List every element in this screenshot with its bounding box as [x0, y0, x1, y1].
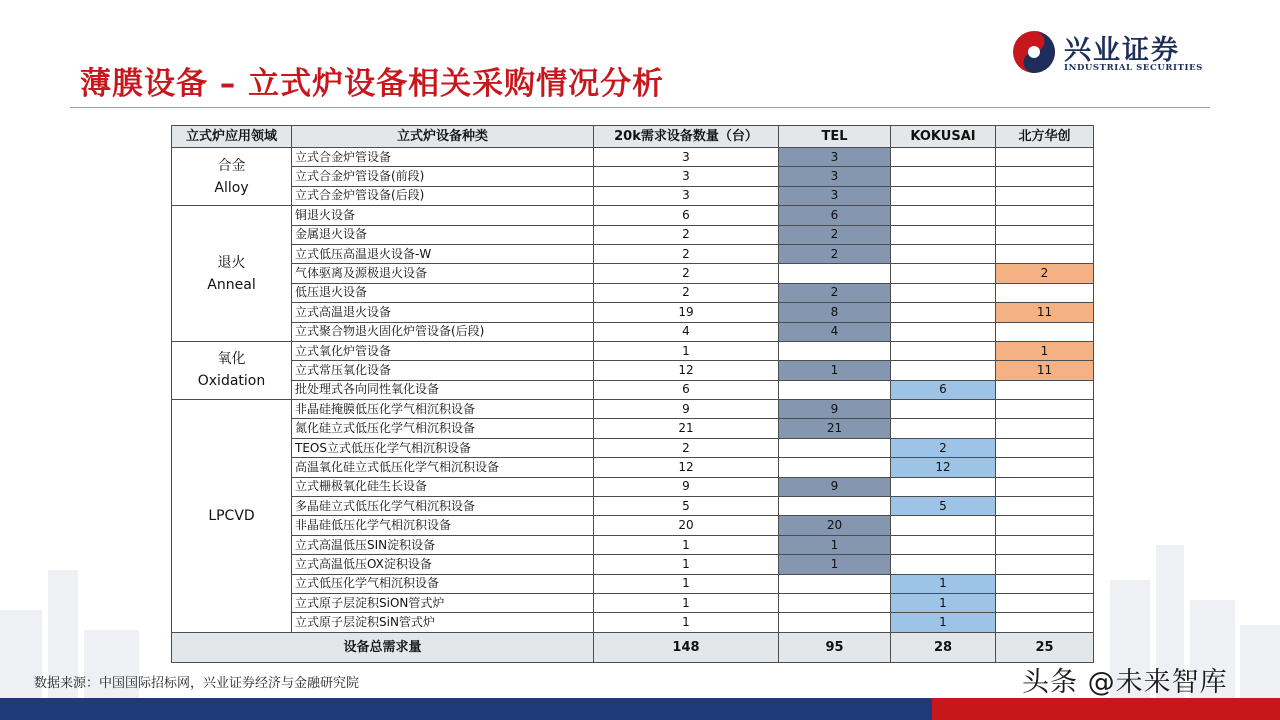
- equipment-type-cell: 氮化硅立式低压化学气相沉积设备: [292, 419, 594, 438]
- demand-quantity-cell: 19: [594, 303, 779, 322]
- kokusai-cell: 2: [891, 438, 996, 457]
- demand-quantity-cell: 1: [594, 613, 779, 632]
- tel-cell: 9: [779, 400, 891, 419]
- kokusai-cell: [891, 303, 996, 322]
- tel-cell: [779, 264, 891, 283]
- tel-cell: 20: [779, 516, 891, 535]
- naura-cell: [996, 574, 1094, 593]
- brand-logo: [1012, 26, 1202, 76]
- table-row: [172, 497, 1094, 516]
- naura-cell: [996, 516, 1094, 535]
- demand-quantity-cell: 1: [594, 341, 779, 360]
- table-row: [172, 458, 1094, 477]
- header-application-area: 立式炉应用领域: [172, 126, 292, 148]
- brand-name-en: INDUSTRIAL SECURITIES: [1064, 63, 1203, 73]
- equipment-type-cell: 气体驱离及源极退火设备: [292, 264, 594, 283]
- title-divider: [70, 107, 1210, 108]
- header-equipment-type: 立式炉设备种类: [292, 126, 594, 148]
- kokusai-cell: 1: [891, 613, 996, 632]
- table-header-row: [172, 126, 1094, 148]
- table-row: [172, 322, 1094, 341]
- table-row: [172, 555, 1094, 574]
- demand-quantity-cell: 12: [594, 361, 779, 380]
- demand-quantity-cell: 2: [594, 264, 779, 283]
- demand-quantity-cell: 2: [594, 244, 779, 263]
- total-kokusai: 28: [891, 632, 996, 662]
- naura-cell: [996, 593, 1094, 612]
- brand-name-cn: 兴业证券: [1064, 35, 1180, 66]
- table-row: [172, 283, 1094, 302]
- equipment-type-cell: 立式高温退火设备: [292, 303, 594, 322]
- table-row: [172, 206, 1094, 225]
- tel-cell: 3: [779, 148, 891, 167]
- watermark-text: 头条 @未来智库: [1022, 667, 1228, 698]
- tel-cell: 1: [779, 555, 891, 574]
- demand-quantity-cell: 21: [594, 419, 779, 438]
- tel-cell: 3: [779, 167, 891, 186]
- table-body: [172, 148, 1094, 663]
- application-area-cell: [172, 206, 292, 342]
- table-row: [172, 593, 1094, 612]
- kokusai-cell: [891, 516, 996, 535]
- tel-cell: [779, 593, 891, 612]
- tel-cell: 9: [779, 477, 891, 496]
- kokusai-cell: [891, 477, 996, 496]
- kokusai-cell: [891, 400, 996, 419]
- kokusai-cell: [891, 148, 996, 167]
- header-naura: 北方华创: [996, 126, 1094, 148]
- equipment-type-cell: 立式栅极氧化硅生长设备: [292, 477, 594, 496]
- table-row: [172, 225, 1094, 244]
- naura-cell: [996, 555, 1094, 574]
- equipment-type-cell: 立式低压化学气相沉积设备: [292, 574, 594, 593]
- equipment-type-cell: 非晶硅低压化学气相沉积设备: [292, 516, 594, 535]
- table-row: [172, 264, 1094, 283]
- equipment-type-cell: 金属退火设备: [292, 225, 594, 244]
- tel-cell: 1: [779, 535, 891, 554]
- tel-cell: 8: [779, 303, 891, 322]
- header-demand-quantity: 20k需求设备数量（台）: [594, 126, 779, 148]
- table-row: [172, 438, 1094, 457]
- tel-cell: 1: [779, 361, 891, 380]
- application-area-cell: [172, 341, 292, 399]
- naura-cell: [996, 477, 1094, 496]
- equipment-type-cell: 多晶硅立式低压化学气相沉积设备: [292, 497, 594, 516]
- demand-quantity-cell: 1: [594, 535, 779, 554]
- kokusai-cell: [891, 361, 996, 380]
- area-name-en: LPCVD: [208, 507, 255, 524]
- demand-quantity-cell: 2: [594, 225, 779, 244]
- naura-cell: [996, 400, 1094, 419]
- naura-cell: [996, 225, 1094, 244]
- total-naura: 25: [996, 632, 1094, 662]
- table-row: [172, 516, 1094, 535]
- demand-quantity-cell: 2: [594, 283, 779, 302]
- equipment-type-cell: 立式高温低压SIN淀积设备: [292, 535, 594, 554]
- area-name-cn: 合金: [217, 157, 246, 174]
- table-row: [172, 341, 1094, 360]
- area-name-cn: 退火: [217, 254, 246, 271]
- demand-quantity-cell: 9: [594, 477, 779, 496]
- table-row: [172, 380, 1094, 399]
- demand-quantity-cell: 20: [594, 516, 779, 535]
- demand-quantity-cell: 3: [594, 167, 779, 186]
- equipment-type-cell: 立式合金炉管设备(后段): [292, 186, 594, 205]
- area-name-en: Anneal: [207, 276, 256, 293]
- kokusai-cell: [891, 264, 996, 283]
- header-tel: TEL: [779, 126, 891, 148]
- equipment-type-cell: 立式常压氧化设备: [292, 361, 594, 380]
- tel-cell: 6: [779, 206, 891, 225]
- demand-quantity-cell: 3: [594, 186, 779, 205]
- equipment-type-cell: 立式合金炉管设备(前段): [292, 167, 594, 186]
- kokusai-cell: 5: [891, 497, 996, 516]
- demand-quantity-cell: 6: [594, 380, 779, 399]
- kokusai-cell: [891, 167, 996, 186]
- tel-cell: 2: [779, 283, 891, 302]
- data-source-note: 数据来源：中国国际招标网，兴业证券经济与金融研究院: [34, 676, 360, 691]
- kokusai-cell: 1: [891, 593, 996, 612]
- naura-cell: 1: [996, 341, 1094, 360]
- page-title: 薄膜设备 – 立式炉设备相关采购情况分析: [80, 66, 665, 102]
- tel-cell: [779, 341, 891, 360]
- demand-quantity-cell: 3: [594, 148, 779, 167]
- kokusai-cell: [891, 206, 996, 225]
- naura-cell: [996, 438, 1094, 457]
- kokusai-cell: [891, 535, 996, 554]
- tel-cell: 2: [779, 225, 891, 244]
- tel-cell: [779, 497, 891, 516]
- naura-cell: [996, 283, 1094, 302]
- equipment-type-cell: 批处理式各向同性氧化设备: [292, 380, 594, 399]
- equipment-type-cell: 非晶硅掩膜低压化学气相沉积设备: [292, 400, 594, 419]
- naura-cell: 11: [996, 303, 1094, 322]
- total-demand-quantity: 148: [594, 632, 779, 662]
- naura-cell: 11: [996, 361, 1094, 380]
- naura-cell: [996, 458, 1094, 477]
- tel-cell: [779, 458, 891, 477]
- tel-cell: [779, 380, 891, 399]
- demand-quantity-cell: 1: [594, 593, 779, 612]
- table-row: [172, 535, 1094, 554]
- tel-cell: [779, 574, 891, 593]
- demand-quantity-cell: 2: [594, 438, 779, 457]
- equipment-type-cell: 铜退火设备: [292, 206, 594, 225]
- tel-cell: 2: [779, 244, 891, 263]
- total-tel: 95: [779, 632, 891, 662]
- kokusai-cell: [891, 186, 996, 205]
- naura-cell: [996, 613, 1094, 632]
- naura-cell: [996, 244, 1094, 263]
- equipment-type-cell: 立式原子层淀积SiON管式炉: [292, 593, 594, 612]
- demand-quantity-cell: 5: [594, 497, 779, 516]
- demand-quantity-cell: 1: [594, 555, 779, 574]
- table-row: [172, 186, 1094, 205]
- area-name-cn: 氧化: [217, 351, 246, 368]
- equipment-type-cell: 立式合金炉管设备: [292, 148, 594, 167]
- table-row: [172, 419, 1094, 438]
- procurement-table: [171, 125, 1094, 663]
- tel-cell: 21: [779, 419, 891, 438]
- naura-cell: [996, 322, 1094, 341]
- kokusai-cell: [891, 419, 996, 438]
- tel-cell: 4: [779, 322, 891, 341]
- demand-quantity-cell: 1: [594, 574, 779, 593]
- table-row: [172, 244, 1094, 263]
- equipment-type-cell: 立式聚合物退火固化炉管设备(后段): [292, 322, 594, 341]
- table-row: [172, 574, 1094, 593]
- demand-quantity-cell: 12: [594, 458, 779, 477]
- demand-quantity-cell: 9: [594, 400, 779, 419]
- naura-cell: [996, 167, 1094, 186]
- kokusai-cell: 12: [891, 458, 996, 477]
- footer-bar-blue: [0, 698, 932, 720]
- table-row: [172, 361, 1094, 380]
- equipment-type-cell: 高温氧化硅立式低压化学气相沉积设备: [292, 458, 594, 477]
- kokusai-cell: [891, 341, 996, 360]
- kokusai-cell: [891, 244, 996, 263]
- header-kokusai: KOKUSAI: [891, 126, 996, 148]
- total-row: [172, 632, 1094, 662]
- equipment-type-cell: 立式氧化炉管设备: [292, 341, 594, 360]
- brand-mark-icon: [1012, 30, 1056, 74]
- equipment-type-cell: 立式原子层淀积SiN管式炉: [292, 613, 594, 632]
- naura-cell: [996, 535, 1094, 554]
- naura-cell: [996, 206, 1094, 225]
- kokusai-cell: 6: [891, 380, 996, 399]
- demand-quantity-cell: 4: [594, 322, 779, 341]
- table-row: [172, 148, 1094, 167]
- equipment-type-cell: 立式高温低压OX淀积设备: [292, 555, 594, 574]
- table-row: [172, 167, 1094, 186]
- tel-cell: [779, 613, 891, 632]
- naura-cell: [996, 186, 1094, 205]
- equipment-type-cell: 立式低压高温退火设备-W: [292, 244, 594, 263]
- area-name-en: Alloy: [214, 179, 249, 196]
- equipment-type-cell: TEOS立式低压化学气相沉积设备: [292, 438, 594, 457]
- table-row: [172, 613, 1094, 632]
- tel-cell: [779, 438, 891, 457]
- naura-cell: 2: [996, 264, 1094, 283]
- table-row: [172, 303, 1094, 322]
- total-label: 设备总需求量: [172, 632, 594, 662]
- application-area-cell: [172, 148, 292, 206]
- naura-cell: [996, 380, 1094, 399]
- tel-cell: 3: [779, 186, 891, 205]
- kokusai-cell: [891, 555, 996, 574]
- equipment-type-cell: 低压退火设备: [292, 283, 594, 302]
- table-row: [172, 400, 1094, 419]
- table-row: [172, 477, 1094, 496]
- area-name-en: Oxidation: [197, 373, 266, 390]
- kokusai-cell: [891, 283, 996, 302]
- application-area-cell: [172, 400, 292, 633]
- kokusai-cell: [891, 322, 996, 341]
- kokusai-cell: [891, 225, 996, 244]
- demand-quantity-cell: 6: [594, 206, 779, 225]
- naura-cell: [996, 148, 1094, 167]
- naura-cell: [996, 497, 1094, 516]
- footer-bar-red: [932, 698, 1280, 720]
- naura-cell: [996, 419, 1094, 438]
- kokusai-cell: 1: [891, 574, 996, 593]
